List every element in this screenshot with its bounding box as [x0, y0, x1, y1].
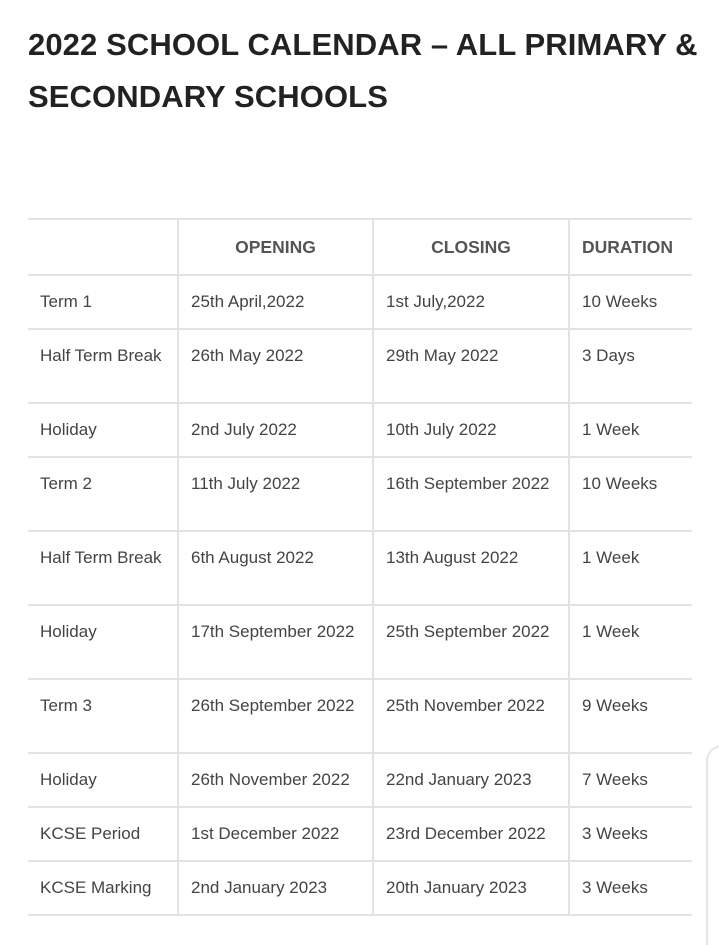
duration-cell: 1 Week — [569, 531, 692, 605]
table-row — [28, 531, 692, 605]
period-cell: Half Term Break — [28, 531, 178, 605]
closing-cell: 20th January 2023 — [373, 861, 569, 915]
school-calendar-table — [28, 218, 692, 916]
closing-cell: 23rd December 2022 — [373, 807, 569, 861]
closing-cell: 25th November 2022 — [373, 679, 569, 753]
table-row — [28, 457, 692, 531]
table-row — [28, 605, 692, 679]
closing-cell: 13th August 2022 — [373, 531, 569, 605]
period-cell: Holiday — [28, 605, 178, 679]
closing-cell: 25th September 2022 — [373, 605, 569, 679]
duration-cell: 10 Weeks — [569, 275, 692, 329]
header-period — [28, 219, 178, 275]
duration-cell: 10 Weeks — [569, 457, 692, 531]
duration-cell: 7 Weeks — [569, 753, 692, 807]
closing-cell: 29th May 2022 — [373, 329, 569, 403]
period-cell: Holiday — [28, 753, 178, 807]
table-row — [28, 679, 692, 753]
closing-cell: 1st July,2022 — [373, 275, 569, 329]
table-row — [28, 807, 692, 861]
closing-cell: 16th September 2022 — [373, 457, 569, 531]
table-row — [28, 329, 692, 403]
table-row — [28, 403, 692, 457]
opening-cell: 11th July 2022 — [178, 457, 373, 531]
duration-cell: 1 Week — [569, 605, 692, 679]
table-row — [28, 753, 692, 807]
opening-cell: 25th April,2022 — [178, 275, 373, 329]
page-title: 2022 SCHOOL CALENDAR – ALL PRIMARY & SECONDARY SCHOOLS — [28, 27, 698, 114]
period-cell: KCSE Period — [28, 807, 178, 861]
duration-cell: 3 Weeks — [569, 861, 692, 915]
period-cell: Term 1 — [28, 275, 178, 329]
period-cell: Half Term Break — [28, 329, 178, 403]
duration-cell: 9 Weeks — [569, 679, 692, 753]
closing-cell: 10th July 2022 — [373, 403, 569, 457]
floating-panel-edge — [706, 745, 719, 945]
header-closing: CLOSING — [373, 219, 569, 275]
opening-cell: 26th May 2022 — [178, 329, 373, 403]
table-header-row — [28, 219, 692, 275]
opening-cell: 1st December 2022 — [178, 807, 373, 861]
opening-cell: 26th November 2022 — [178, 753, 373, 807]
opening-cell: 2nd January 2023 — [178, 861, 373, 915]
duration-cell: 1 Week — [569, 403, 692, 457]
opening-cell: 26th September 2022 — [178, 679, 373, 753]
period-cell: Term 2 — [28, 457, 178, 531]
closing-cell: 22nd January 2023 — [373, 753, 569, 807]
opening-cell: 17th September 2022 — [178, 605, 373, 679]
duration-cell: 3 Weeks — [569, 807, 692, 861]
opening-cell: 6th August 2022 — [178, 531, 373, 605]
table-row — [28, 275, 692, 329]
period-cell: Term 3 — [28, 679, 178, 753]
opening-cell: 2nd July 2022 — [178, 403, 373, 457]
duration-cell: 3 Days — [569, 329, 692, 403]
period-cell: KCSE Marking — [28, 861, 178, 915]
table-row — [28, 861, 692, 915]
header-duration: DURATION — [569, 219, 692, 275]
header-opening: OPENING — [178, 219, 373, 275]
period-cell: Holiday — [28, 403, 178, 457]
